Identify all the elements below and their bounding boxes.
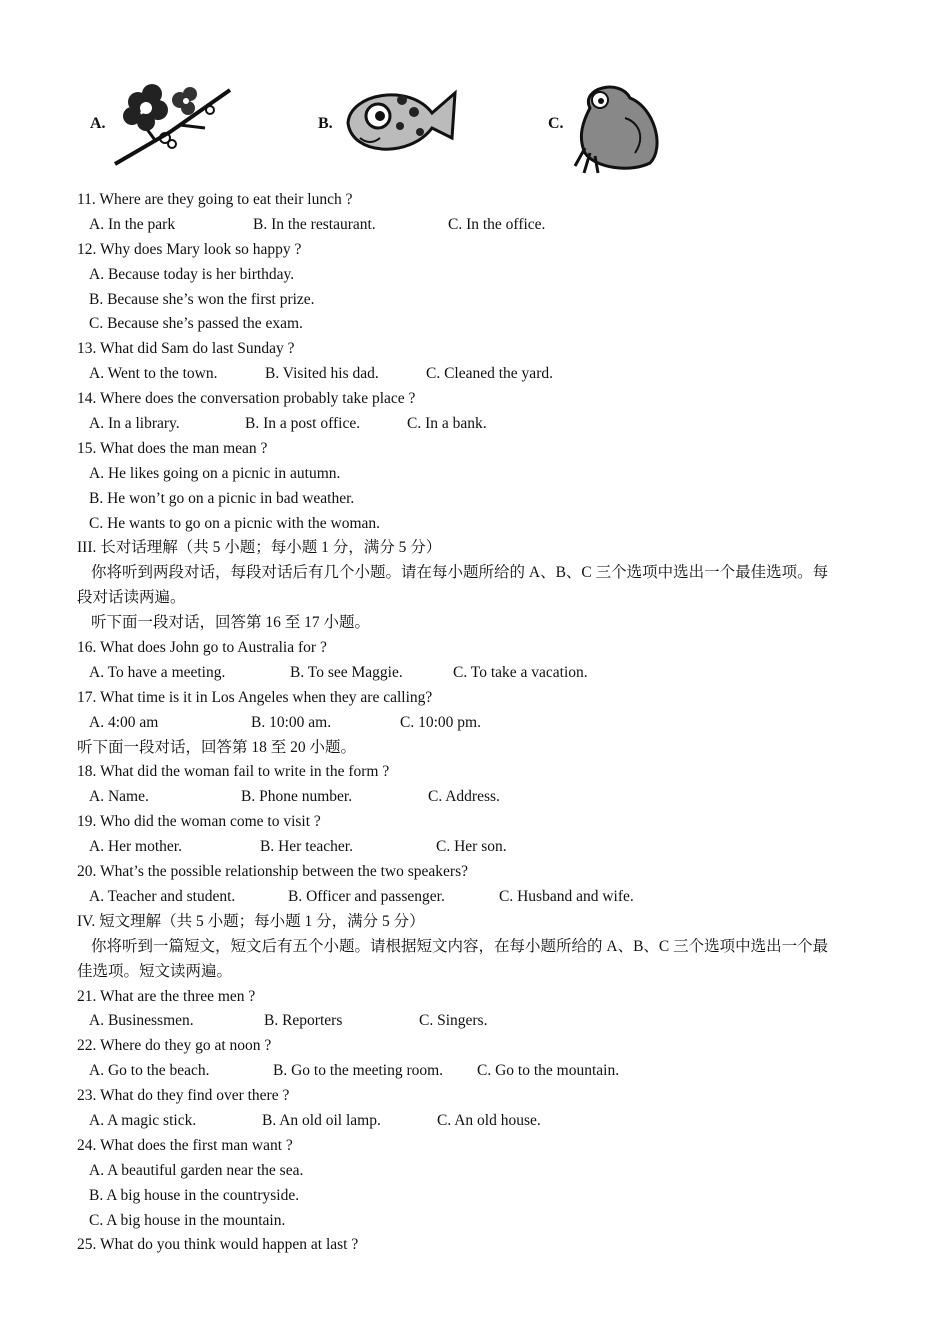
- option-c: C. A big house in the mountain.: [89, 1211, 286, 1229]
- section-4-title: IV. 短文理解（共 5 小题；每小题 1 分，满分 5 分）: [77, 912, 425, 930]
- options-11: [77, 213, 877, 238]
- question-17: 17. What time is it in Los Angeles when they are calling?: [77, 688, 433, 706]
- option-a: A. 4:00 am: [89, 713, 159, 731]
- question-24: 24. What does the first man want ?: [77, 1136, 293, 1154]
- option-b: B. To see Maggie.: [290, 663, 403, 681]
- picture-label-b: B.: [318, 115, 333, 132]
- option-c: C. An old house.: [437, 1111, 541, 1129]
- option-c: C. Because she’s passed the exam.: [89, 315, 303, 333]
- option-c: C. Her son.: [436, 838, 507, 856]
- fish-icon: [340, 78, 462, 166]
- options-14: [77, 412, 877, 437]
- option-a: A. Because today is her birthday.: [89, 265, 295, 283]
- option-b: B. He won’t go on a picnic in bad weather.: [89, 489, 355, 507]
- question-16: 16. What does John go to Australia for ?: [77, 639, 327, 657]
- frog-icon: [570, 78, 665, 178]
- option-c: C. In the office.: [448, 215, 546, 233]
- options-22: [77, 1059, 877, 1084]
- options-23: [77, 1109, 877, 1134]
- option-b: B. In the restaurant.: [253, 215, 376, 233]
- option-b: B. Reporters: [264, 1012, 343, 1030]
- option-c: C. 10:00 pm.: [400, 713, 481, 731]
- options-17: [77, 711, 877, 736]
- option-b: B. Her teacher.: [260, 838, 353, 856]
- option-c: C. Singers.: [419, 1012, 488, 1030]
- option-a: A. Go to the beach.: [89, 1062, 210, 1080]
- option-c: C. Go to the mountain.: [477, 1062, 620, 1080]
- options-21: [77, 1009, 877, 1034]
- question-list: [77, 188, 877, 1258]
- section-4-instructions-line-2: 佳选项。短文读两遍。: [77, 962, 233, 980]
- options-18: [77, 785, 877, 810]
- option-c: C. To take a vacation.: [453, 663, 588, 681]
- option-c: C. In a bank.: [407, 415, 487, 433]
- option-c: C. He wants to go on a picnic with the woman.: [89, 514, 381, 532]
- question-25: 25. What do you think would happen at last ?: [77, 1236, 359, 1254]
- section-3-instructions-line-1: 你将听到两段对话，每段对话后有几个小题。请在每小题所给的 A、B、C 三个选项中选出一个最佳选项。每: [91, 564, 829, 582]
- option-b: B. In a post office.: [245, 415, 361, 433]
- question-15: 15. What does the man mean ?: [77, 439, 268, 457]
- option-a: A. Teacher and student.: [89, 887, 236, 905]
- option-a: A. Name.: [89, 788, 149, 806]
- option-a: A. Businessmen.: [89, 1012, 194, 1030]
- section-3-title: III. 长对话理解（共 5 小题；每小题 1 分，满分 5 分）: [77, 539, 442, 557]
- option-a: A. In a library.: [89, 415, 180, 433]
- option-a: A. A magic stick.: [89, 1111, 197, 1129]
- options-13: [77, 362, 877, 387]
- option-c: C. Husband and wife.: [499, 887, 634, 905]
- question-13: 13. What did Sam do last Sunday ?: [77, 340, 295, 358]
- section-3-lead-2: 听下面一段对话，回答第 18 至 20 小题。: [77, 738, 357, 756]
- option-a: A. A beautiful garden near the sea.: [89, 1161, 304, 1179]
- section-3-lead-1: 听下面一段对话，回答第 16 至 17 小题。: [91, 614, 371, 632]
- question-18: 18. What did the woman fail to write in the form ?: [77, 763, 390, 781]
- option-b: B. Because she’s won the first prize.: [89, 290, 315, 308]
- option-b: B. 10:00 am.: [251, 713, 332, 731]
- question-20: 20. What’s the possible relationship between the two speakers?: [77, 863, 468, 881]
- question-21: 21. What are the three men ?: [77, 987, 256, 1005]
- plum-blossom-branch-icon: [110, 80, 235, 168]
- option-b: B. Go to the meeting room.: [273, 1062, 444, 1080]
- option-b: B. A big house in the countryside.: [89, 1186, 300, 1204]
- picture-label-a: A.: [90, 115, 106, 132]
- question-12: 12. Why does Mary look so happy ?: [77, 240, 302, 258]
- option-a: A. Her mother.: [89, 838, 182, 856]
- options-19: [77, 835, 877, 860]
- option-a: A. He likes going on a picnic in autumn.: [89, 464, 341, 482]
- options-20: [77, 885, 877, 910]
- option-b: B. Officer and passenger.: [288, 887, 445, 905]
- option-a: A. To have a meeting.: [89, 663, 226, 681]
- option-b: B. Phone number.: [241, 788, 353, 806]
- option-a: A. In the park: [89, 215, 176, 233]
- option-c: C. Cleaned the yard.: [426, 365, 553, 383]
- question-22: 22. Where do they go at noon ?: [77, 1037, 272, 1055]
- question-19: 19. Who did the woman come to visit ?: [77, 813, 321, 831]
- section-3-instructions-line-2: 段对话读两遍。: [77, 589, 186, 607]
- option-b: B. An old oil lamp.: [262, 1111, 381, 1129]
- question-23: 23. What do they find over there ?: [77, 1087, 290, 1105]
- options-16: [77, 661, 877, 686]
- option-a: A. Went to the town.: [89, 365, 218, 383]
- picture-options: [0, 0, 950, 190]
- question-11: 11. Where are they going to eat their lunch ?: [77, 191, 353, 208]
- question-14: 14. Where does the conversation probably take place ?: [77, 390, 416, 408]
- option-b: B. Visited his dad.: [265, 365, 379, 383]
- section-4-instructions-line-1: 你将听到一篇短文，短文后有五个小题。请根据短文内容，在每小题所给的 A、B、C 三个选项中选出一个最: [91, 937, 829, 955]
- option-c: C. Address.: [428, 788, 500, 806]
- picture-label-c: C.: [548, 115, 564, 132]
